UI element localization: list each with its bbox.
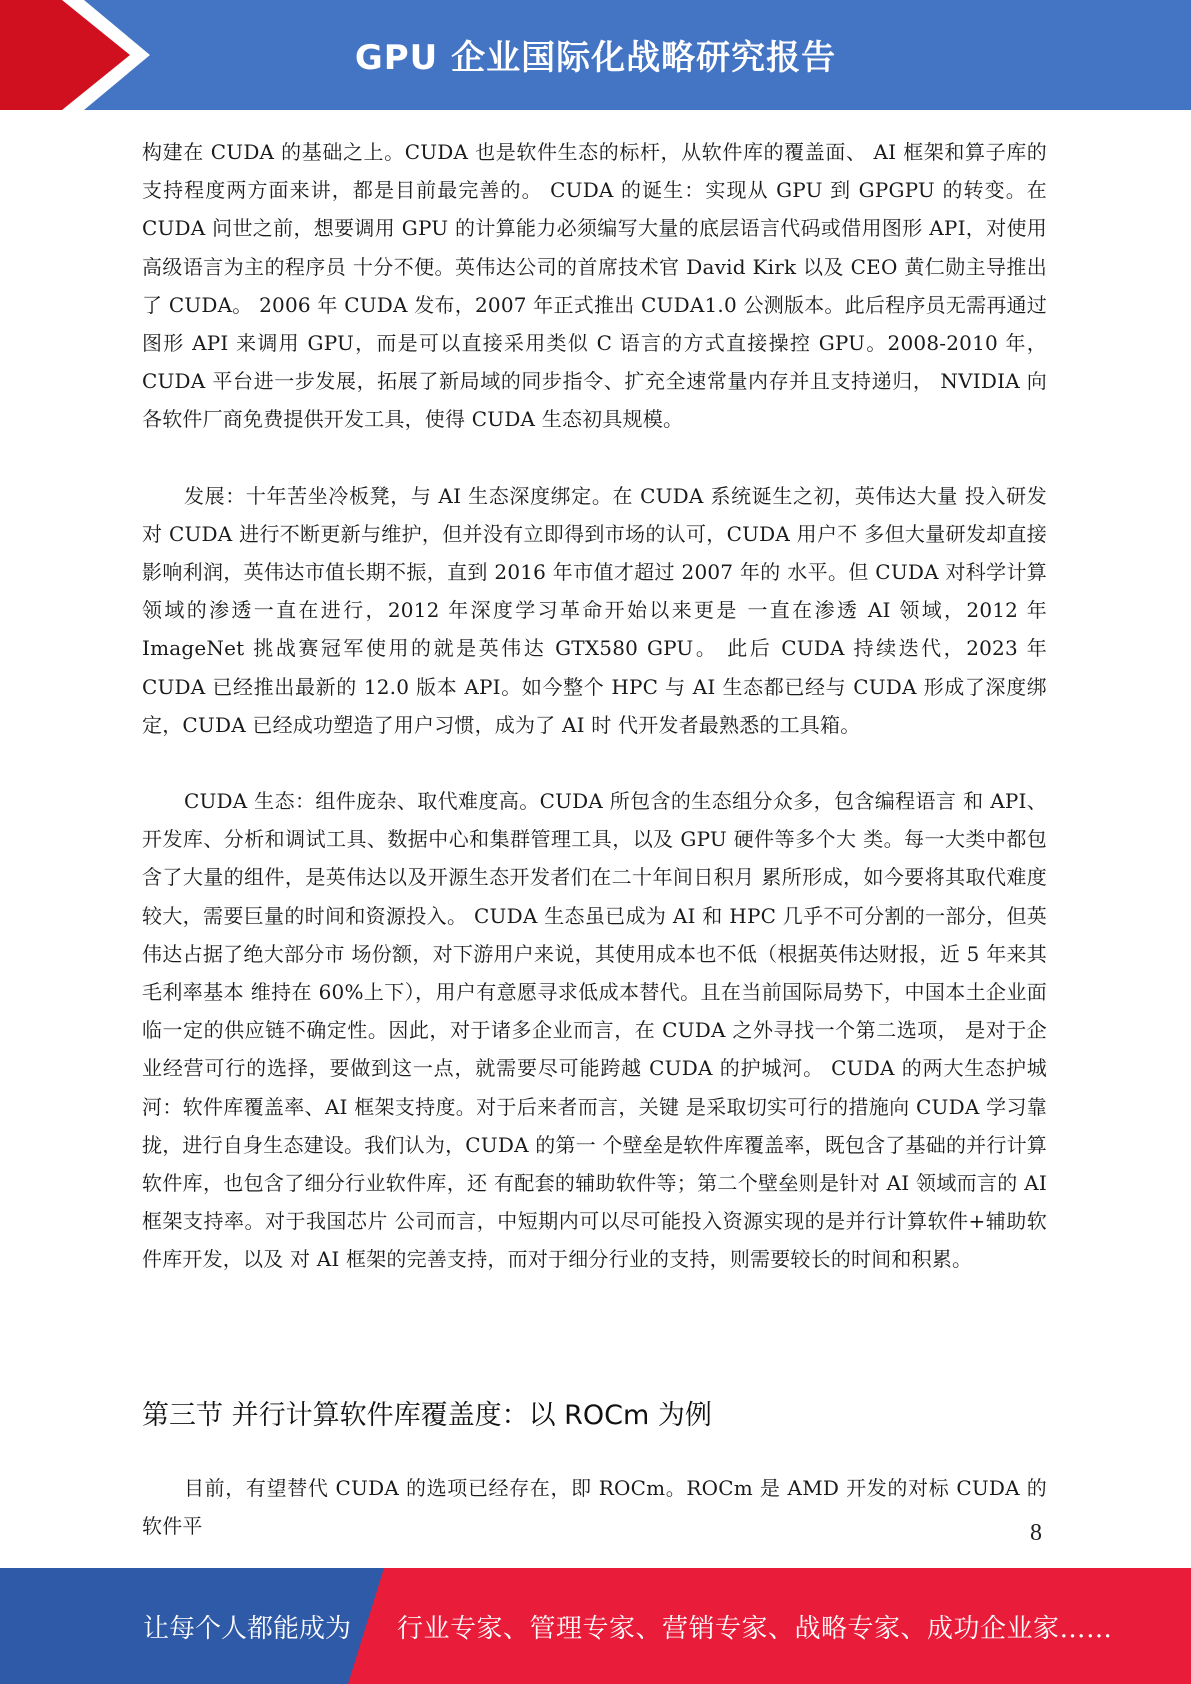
section-heading: 第三节 并行计算软件库覆盖度：以 ROCm 为例 [142,1400,712,1431]
page-footer [0,1568,1191,1684]
footer-slogan-left: 让每个人都能成为 [143,1614,352,1644]
page-number: 8 [1030,1520,1042,1546]
paragraph-cuda-ecosystem: CUDA 生态：组件庞杂、取代难度高。CUDA 所包含的生态组分众多，包含编程语言 和 API、开发库、分析和调试工具、数据中心和集群管理工具，以及 GPU 硬件等多个大 类。每一大类中都包含了大量的组件，是英伟达以及开源生态开发者们在二十年间日积月 累所形成，如今要将其取代难度较大，需要巨量的时间和资源投入。 CUDA 生态虽已成为 AI 和 HPC 几乎不可分割的一部分，但英伟达占据了绝大部分市 场份额，对下游用户来说，其使用成本也不低（根据英伟达财报，近 5 年来其毛利率基本 维持在 60%上下），用户有意愿寻求低成本替代。且在当前国际局势下，中国本土企业面 临一定的供应链不确定性。因此，对于诸多企业而言，在 CUDA 之外寻找一个第二选项， 是对于企业经营可行的选择，要做到这一点，就需要尽可能跨越 CUDA 的护城河。 CUDA 的两大生态护城河：软件库覆盖率、AI 框架支持度。对于后来者而言，关键 是采取切实可行的措施向 CUDA 学习靠拢，进行自身生态建设。我们认为，CUDA 的第一 个壁垒是软件库覆盖率，既包含了基础的并行计算软件库，也包含了细分行业软件库，还 有配套的辅助软件等；第二个壁垒则是针对 AI 领域而言的 AI 框架支持率。对于我国芯片 公司而言，中短期内可以尽可能投入资源实现的是并行计算软件+辅助软件库开发，以及 对 AI 框架的完善支持，而对于细分行业的支持，则需要较长的时间和积累。 [142,789,1047,1272]
body-content [142,133,1047,1279]
paragraph-rocm-intro: 目前，有望替代 CUDA 的选项已经存在，即 ROCm。ROCm 是 AMD 开发的对标 CUDA 的软件平 [142,1476,1047,1539]
footer-slogan-right: 行业专家、管理专家、营销专家、战略专家、成功企业家…… [397,1614,1113,1644]
page-header [0,0,1191,110]
paragraph-cuda-development: 发展：十年苦坐冷板凳，与 AI 生态深度绑定。在 CUDA 系统诞生之初，英伟达大量 投入研发对 CUDA 进行不断更新与维护，但并没有立即得到市场的认可，CUDA 用户不 多但大量研发却直接影响利润，英伟达市值长期不振，直到 2016 年市值才超过 2007 年的 水平。但 CUDA 对科学计算领域的渗透一直在进行，2012 年深度学习革命开始以来更是 一直在渗透 AI 领域，2012 年 ImageNet 挑战赛冠军使用的就是英伟达 GTX580 GPU。 此后 CUDA 持续迭代，2023 年 CUDA 已经推出最新的 12.0 版本 API。如今整个 HPC 与 AI 生态都已经与 CUDA 形成了深度绑定，CUDA 已经成功塑造了用户习惯，成为了 AI 时 代开发者最熟悉的工具箱。 [142,483,1047,737]
paragraph-cuda-intro: 构建在 CUDA 的基础之上。CUDA 也是软件生态的标杆，从软件库的覆盖面、 AI 框架和算子库的支持程度两方面来讲，都是目前最完善的。 CUDA 的诞生：实现从 GPU 到 GPGPU 的转变。在 CUDA 问世之前，想要调用 GPU 的计算能力必须编写大量的底层语言代码或借用图形 API，对使用高级语言为主的程序员 十分不便。英伟达公司的首席技术官 David Kirk 以及 CEO 黄仁勋主导推出了 CUDA。 2006 年 CUDA 发布，2007 年正式推出 CUDA1.0 公测版本。此后程序员无需再通过图形 API 来调用 GPU，而是可以直接采用类似 C 语言的方式直接操控 GPU。2008-2010 年，CUDA 平台进一步发展，拓展了新局域的同步指令、扩充全速常量内存并且支持递归， NVIDIA 向各软件厂商免费提供开发工具，使得 CUDA 生态初具规模。 [142,140,1047,432]
report-title: GPU 企业国际化战略研究报告 [354,38,837,78]
